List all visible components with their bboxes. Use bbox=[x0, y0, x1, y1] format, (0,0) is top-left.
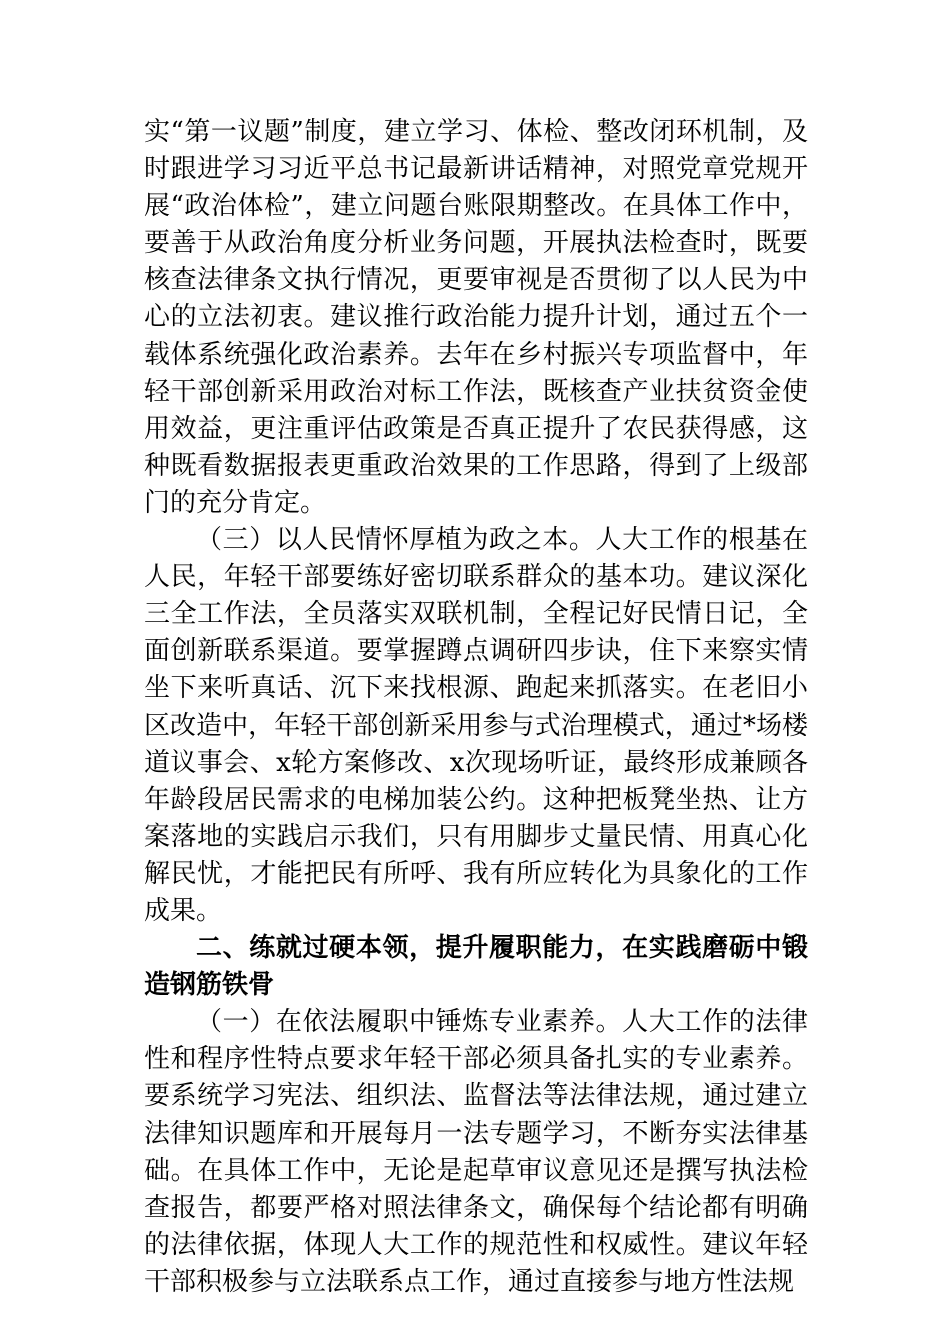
section-heading-two: 二、练就过硬本领，提升履职能力，在实践磨砺中锻造钢筋铁骨 bbox=[144, 933, 808, 1001]
paragraph-continuation: 实“第一议题”制度，建立学习、体检、整改闭环机制，及时跟进学习习近平总书记最新讲话精神，对照党章党规开展“政治体检”，建立问题台账限期整改。在具体工作中，要善于从政治角度分析业务问题，开展执法检查时，既要核查法律条文执行情况，更要审视是否贯彻了以人民为中心的立法初衷。建议推行政治能力提升计划，通过五个一载体系统强化政治素养。去年在乡村振兴专项监督中，年轻干部创新采用政治对标工作法，既核查产业扶贫资金使用效益，更注重评估政策是否真正提升了农民获得感，这种既看数据报表更重政治效果的工作思路，得到了上级部门的充分肯定。 bbox=[144, 117, 808, 518]
paragraph-subsection-one: （一）在依法履职中锤炼专业素养。人大工作的法律性和程序性特点要求年轻干部必须具备扎实的专业素养。要系统学习宪法、组织法、监督法等法律法规，通过建立法律知识题库和开展每月一法专题学习，不断夯实法律基础。在具体工作中，无论是起草审议意见还是撰写执法检查报告，都要严格对照法律条文，确保每个结论都有明确的法律依据，体现人大工作的规范性和权威性。建议年轻干部积极参与立法联系点工作，通过直接参与地方性法规 bbox=[144, 1007, 808, 1297]
document-body bbox=[144, 114, 808, 1301]
paragraph-section-three: （三）以人民情怀厚植为政之本。人大工作的根基在人民，年轻干部要练好密切联系群众的基本功。建议深化三全工作法，全员落实双联机制，全程记好民情日记，全面创新联系渠道。要掌握蹲点调研四步诀，住下来察实情坐下来听真话、沉下来找根源、跑起来抓落实。在老旧小区改造中，年轻干部创新采用参与式治理模式，通过*场楼道议事会、x轮方案修改、x次现场听证，最终形成兼顾各年龄段居民需求的电梯加装公约。这种把板凳坐热、让方案落地的实践启示我们，只有用脚步丈量民情、用真心化解民忧，才能把民有所呼、我有所应转化为具象化的工作成果。 bbox=[144, 525, 808, 926]
